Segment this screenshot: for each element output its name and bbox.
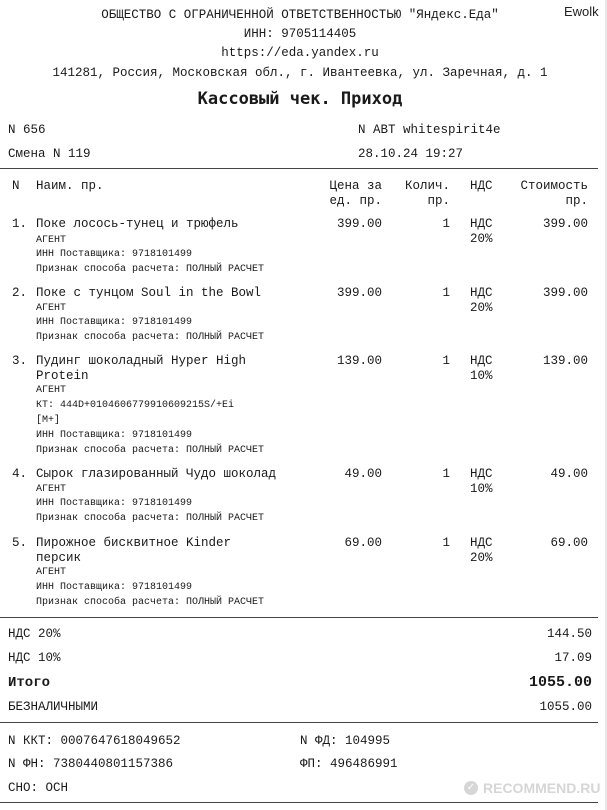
item-price: 399.00: [336, 286, 382, 300]
fn-number: N ФН: 7380440801157386: [8, 757, 174, 771]
item-cost: 69.00: [550, 536, 588, 550]
item-vat-rate: 20%: [470, 551, 493, 565]
item-supplier-inn: ИНН Поставщика: 9718101499: [36, 498, 193, 509]
vat10-amount: 17.09: [554, 651, 592, 665]
item-payment-method: Признак способа расчета: ПОЛНЫЙ РАСЧЕТ: [36, 597, 265, 608]
col-header-number: N: [12, 179, 20, 193]
item-number: 4.: [12, 467, 28, 481]
col-header-name: Наим. пр.: [36, 179, 104, 193]
total-amount: 1055.00: [528, 674, 592, 691]
item-supplier-inn: ИНН Поставщика: 9718101499: [36, 317, 193, 328]
item-payment-method: Признак способа расчета: ПОЛНЫЙ РАСЧЕТ: [36, 264, 265, 275]
item-marking-code: КТ: 444D+0104606779910609215S/+Ei: [36, 400, 235, 411]
item-supplier-inn: ИНН Поставщика: 9718101499: [36, 582, 193, 593]
col-header-qty: Колич.: [404, 179, 450, 193]
item-name: Пирожное бисквитное Kinder: [36, 536, 232, 550]
item-qty: 1: [442, 354, 450, 368]
item-payment-method: Признак способа расчета: ПОЛНЫЙ РАСЧЕТ: [36, 332, 265, 343]
item-price: 49.00: [344, 467, 382, 481]
item-name-continued: Protein: [36, 369, 89, 383]
item-number: 2.: [12, 286, 28, 300]
item-payment-method: Признак способа расчета: ПОЛНЫЙ РАСЧЕТ: [36, 445, 265, 456]
org-inn: ИНН: 9705114405: [243, 27, 357, 41]
org-website: https://eda.yandex.ru: [221, 46, 379, 60]
divider: [0, 722, 598, 723]
item-price: 69.00: [344, 536, 382, 550]
total-label: Итого: [8, 675, 51, 691]
fp-number: ФП: 496486991: [300, 757, 398, 771]
item-qty: 1: [442, 467, 450, 481]
watermark-logo-icon: ✓: [464, 781, 478, 795]
item-vat-label: НДС: [470, 467, 493, 481]
item-agent: АГЕНТ: [36, 484, 67, 495]
cashless-label: БЕЗНАЛИЧНЫМИ: [8, 700, 99, 714]
vat20-label: НДС 20%: [8, 627, 61, 641]
col-header-cost-unit: пр.: [565, 194, 588, 208]
org-address: 141281, Россия, Московская обл., г. Ивантеевка, ул. Заречная, д. 1: [52, 66, 548, 80]
receipt-number: N 656: [8, 123, 46, 137]
item-name: Сырок глазированный Чудо шоколад: [36, 467, 277, 481]
col-header-price-unit: ед. пр.: [329, 194, 382, 208]
item-cost: 399.00: [542, 286, 588, 300]
item-price: 139.00: [336, 354, 382, 368]
receipt-datetime: 28.10.24 19:27: [358, 147, 464, 161]
item-vat-rate: 10%: [470, 369, 493, 383]
item-price: 399.00: [336, 217, 382, 231]
tax-system: СНО: ОСН: [8, 781, 69, 795]
divider: [0, 617, 598, 618]
item-vat-label: НДС: [470, 536, 493, 550]
corner-username: Ewolk: [564, 4, 599, 19]
item-name-continued: персик: [36, 551, 82, 565]
item-vat-rate: 20%: [470, 301, 493, 315]
item-supplier-inn: ИНН Поставщика: 9718101499: [36, 430, 193, 441]
item-number: 3.: [12, 354, 28, 368]
kkt-number: N ККТ: 0007647618049652: [8, 734, 181, 748]
divider: [0, 168, 598, 169]
col-header-cost: Стоимость: [520, 179, 588, 193]
receipt-title: Кассовый чек. Приход: [197, 89, 403, 109]
watermark: [464, 780, 600, 796]
vat20-amount: 144.50: [546, 627, 592, 641]
item-vat-label: НДС: [470, 286, 493, 300]
vat10-label: НДС 10%: [8, 651, 61, 665]
terminal-id: N АВТ whitespirit4e: [358, 123, 501, 137]
cashless-amount: 1055.00: [539, 700, 592, 714]
item-vat-label: НДС: [470, 217, 493, 231]
item-qty: 1: [442, 536, 450, 550]
divider: [0, 802, 598, 803]
item-supplier-inn: ИНН Поставщика: 9718101499: [36, 249, 193, 260]
item-marking-flag: [M+]: [36, 415, 61, 426]
item-cost: 139.00: [542, 354, 588, 368]
col-header-vat: НДС: [470, 179, 493, 193]
item-agent: АГЕНТ: [36, 235, 67, 246]
item-agent: АГЕНТ: [36, 303, 67, 314]
item-name: Пудинг шоколадный Hyper High: [36, 354, 247, 368]
item-name: Поке лосось-тунец и трюфель: [36, 217, 239, 231]
item-number: 1.: [12, 217, 28, 231]
col-header-price: Цена за: [329, 179, 382, 193]
item-agent: АГЕНТ: [36, 567, 67, 578]
shift-number: Смена N 119: [8, 147, 91, 161]
item-qty: 1: [442, 286, 450, 300]
item-cost: 49.00: [550, 467, 588, 481]
item-vat-rate: 10%: [470, 482, 493, 496]
item-agent: АГЕНТ: [36, 385, 67, 396]
item-vat-rate: 20%: [470, 232, 493, 246]
item-number: 5.: [12, 536, 28, 550]
org-name: ОБЩЕСТВО С ОГРАНИЧЕННОЙ ОТВЕТСТВЕННОСТЬЮ "Яндекс.Еда": [101, 8, 499, 22]
item-payment-method: Признак способа расчета: ПОЛНЫЙ РАСЧЕТ: [36, 513, 265, 524]
item-qty: 1: [442, 217, 450, 231]
col-header-qty-unit: пр.: [427, 194, 450, 208]
item-vat-label: НДС: [470, 354, 493, 368]
item-cost: 399.00: [542, 217, 588, 231]
fd-number: N ФД: 104995: [300, 734, 391, 748]
watermark-text: RECOMMEND.RU: [483, 780, 601, 796]
item-name: Поке с тунцом Soul in the Bowl: [36, 286, 262, 300]
